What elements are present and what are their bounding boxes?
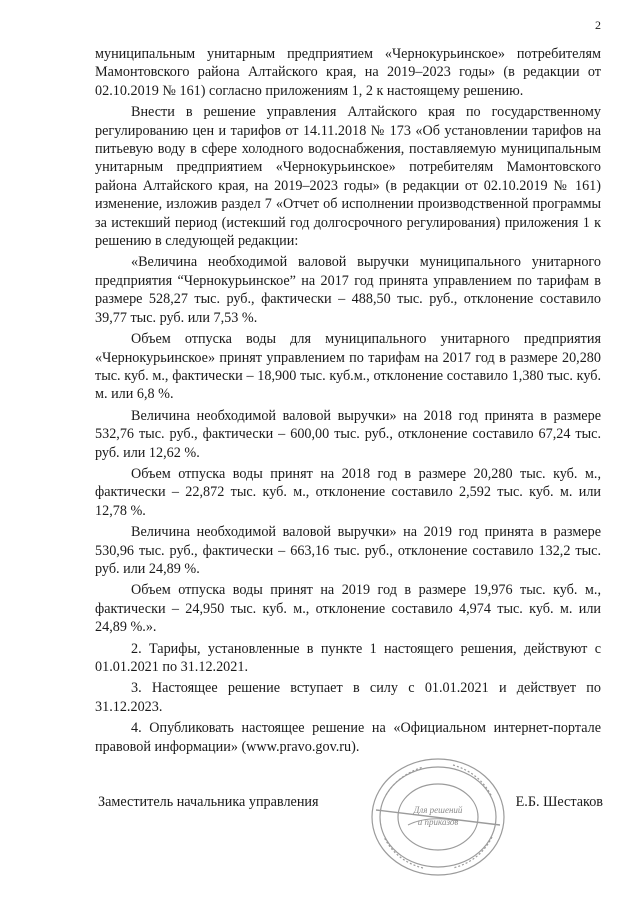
paragraph: 4. Опубликовать настоящее решение на «Официальном интернет-портале правовой информации» (www.pravo.gov.ru). (95, 720, 601, 755)
stamp-inner-text-1: Для решений (413, 805, 463, 815)
paragraph: 2. Тарифы, установленные в пункте 1 настоящего решения, действуют с 01.01.2021 по 31.12.2021. (95, 640, 601, 675)
paragraph: Внести в решение управления Алтайского края по государственному регулированию цен и тарифов от 14.11.2018 № 173 «Об установлении тарифов на питьевую воду в сфере холодного водоснабжения, поставляемую муниципальным унитарным предприятием «Чернокурьинское» потребителям Мамонтовского района Алтайского края, на 2019–2023 годы» (в редакции от 02.10.2019 № 161) изменение, изложив раздел 7 «Отчет об исполнении производственной программы за истекший период (истекший год долгосрочного регулирования) приложения 1 к решению в следующей редакции: (95, 104, 601, 250)
page-number: 2 (595, 18, 601, 32)
stamp-inner-text-2: и приказов (417, 817, 459, 827)
signer-role: Заместитель начальника управления (98, 794, 319, 810)
paragraph: Величина необходимой валовой выручки» на 2019 год принята в размере 530,96 тыс. руб., фактически – 663,16 тыс. руб., отклонение составило 132,2 тыс. руб. или 24,89 %. (95, 524, 601, 577)
paragraph: «Величина необходимой валовой выручки муниципального унитарного предприятия “Чернокурьинское” на 2017 год принята управлением по тарифам в размере 528,27 тыс. руб., фактически – 488,50 тыс. руб., отклонение составило 39,77 тыс. руб. или 7,53 %. (95, 254, 601, 326)
paragraph: Объем отпуска воды для муниципального унитарного предприятия «Чернокурьинское» принят управлением по тарифам на 2017 год в размере 20,280 тыс. куб. м., фактически – 18,900 тыс. куб.м., отклонение составило 1,380 тыс. куб. м. или 6,8 %. (95, 331, 601, 403)
paragraph: 3. Настоящее решение вступает в силу с 01.01.2021 и действует по 31.12.2023. (95, 680, 601, 715)
official-seal-stamp (368, 755, 508, 880)
paragraph: Объем отпуска воды принят на 2019 год в размере 19,976 тыс. куб. м., фактически – 24,950 тыс. куб. м., отклонение составило 4,974 тыс. куб. м. или 24,89 %.». (95, 582, 601, 636)
paragraph: Объем отпуска воды принят на 2018 год в размере 20,280 тыс. куб. м., фактически – 22,872 тыс. куб. м., отклонение составило 2,592 тыс. куб. м. или 12,78 %. (95, 465, 601, 519)
signer-name: Е.Б. Шестаков (515, 794, 603, 810)
paragraph: Величина необходимой валовой выручки» на 2018 год принята в размере 532,76 тыс. руб., фактически – 600,00 тыс. руб., отклонение составило 67,24 тыс. руб. или 12,62 %. (95, 407, 601, 461)
paragraph: муниципальным унитарным предприятием «Чернокурьинское» потребителям Мамонтовского района Алтайского края, на 2019–2023 годы» (в редакции от 02.10.2019 № 161) согласно приложениям 1, 2 к настоящему решению. (95, 46, 601, 99)
document-body (95, 45, 601, 759)
